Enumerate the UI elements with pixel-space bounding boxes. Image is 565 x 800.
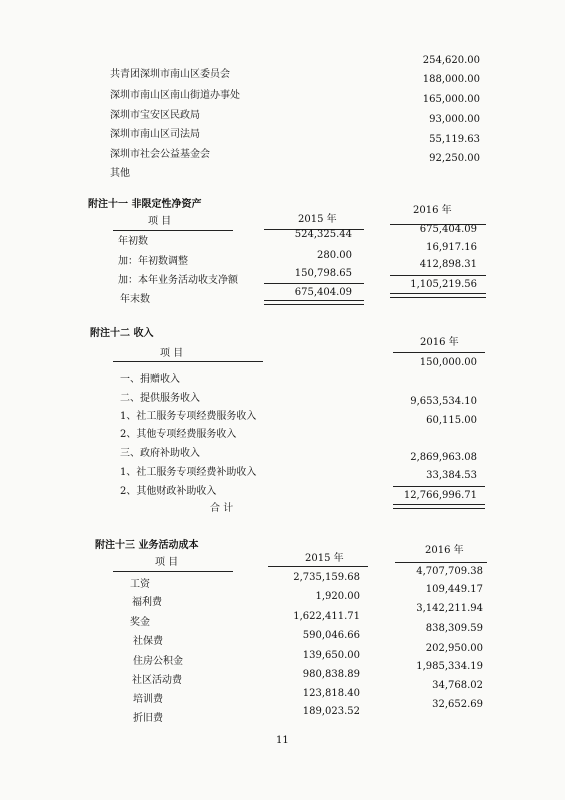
table-row-label: 工资 <box>130 579 150 590</box>
note13-title: 附注十三 业务活动成本 <box>95 540 199 551</box>
table-cell: 109,449.17 <box>425 584 483 595</box>
table-row-label: 住房公积金 <box>133 656 183 667</box>
table-cell: 1,105,219.56 <box>410 279 477 290</box>
table-cell: 9,653,534.10 <box>410 396 477 407</box>
table-cell: 139,650.00 <box>302 650 360 661</box>
table-cell: 123,818.40 <box>302 688 360 699</box>
top-list-total: 254,620.00 <box>422 55 480 66</box>
note13-header-rule <box>113 571 233 572</box>
table-row-label: 折旧费 <box>133 713 163 724</box>
note12-header-rule <box>393 352 485 353</box>
note12-title: 附注十二 收入 <box>90 328 154 339</box>
note11-double-rule <box>390 293 486 298</box>
list-item-amount: 93,000.00 <box>429 114 480 125</box>
table-cell: 150,798.65 <box>294 268 352 279</box>
note12-col-2016: 2016 年 <box>420 337 459 348</box>
note13-col-2015: 2015 年 <box>305 553 344 564</box>
table-cell: 1,622,411.71 <box>293 611 360 622</box>
table-cell: 32,652.69 <box>432 699 483 710</box>
table-row-label: 一、捐赠收入 <box>120 374 180 385</box>
note11-col-2016: 2016 年 <box>413 205 452 216</box>
note12-double-rule <box>393 504 485 509</box>
table-row-label: 社保费 <box>133 636 163 647</box>
table-cell: 280.00 <box>317 250 352 261</box>
list-item-label: 其他 <box>110 168 130 179</box>
table-cell: 838,309.59 <box>425 623 483 634</box>
table-cell: 1,985,334.19 <box>416 661 483 672</box>
table-cell: 2,869,963.08 <box>410 452 477 463</box>
list-item-label: 深圳市南山区司法局 <box>110 129 200 140</box>
table-cell: 33,384.53 <box>426 470 477 481</box>
note11-header-rule <box>113 230 233 231</box>
note12-header-rule <box>113 361 263 362</box>
list-item-amount: 55,119.63 <box>429 134 480 145</box>
table-cell: 3,142,211.94 <box>416 603 483 614</box>
table-cell: 150,000.00 <box>419 357 477 368</box>
table-cell: 60,115.00 <box>426 415 477 426</box>
list-item-amount: 165,000.00 <box>422 94 480 105</box>
note11-total-rule <box>390 275 486 276</box>
note13-header-rule <box>395 562 487 563</box>
note11-col-2015: 2015 年 <box>298 214 337 225</box>
table-cell: 980,838.89 <box>302 669 360 680</box>
note11-col-item: 项 目 <box>148 216 172 227</box>
table-row-label: 合 计 <box>210 503 234 514</box>
table-cell: 16,917.16 <box>426 242 477 253</box>
note13-col-2016: 2016 年 <box>425 545 464 556</box>
table-row-label: 加：本年业务活动收支净额 <box>118 275 238 286</box>
table-row-label: 二、提供服务收入 <box>120 393 200 404</box>
note12-col-item: 项 目 <box>160 348 184 359</box>
note11-double-rule <box>264 300 364 305</box>
table-cell: 590,046.66 <box>302 630 360 641</box>
table-row-label: 1、社工服务专项经费补助收入 <box>120 467 257 478</box>
table-row-label: 培训费 <box>133 694 163 705</box>
list-item-amount: 188,000.00 <box>422 74 480 85</box>
note11-total-rule <box>264 283 364 284</box>
table-row-label: 加：年初数调整 <box>118 256 188 267</box>
table-row-label: 2、其他专项经费服务收入 <box>120 429 237 440</box>
page-number: 11 <box>276 735 289 746</box>
table-row-label: 1、社工服务专项经费服务收入 <box>120 411 257 422</box>
table-row-label: 奖金 <box>130 617 150 628</box>
table-cell: 189,023.52 <box>302 706 360 717</box>
table-cell: 4,707,709.38 <box>416 566 483 577</box>
list-item-label: 深圳市宝安区民政局 <box>110 110 200 121</box>
note12-total-rule <box>393 486 485 487</box>
table-row-label: 年末数 <box>120 294 150 305</box>
note13-header-rule <box>268 566 368 567</box>
table-row-label: 三、政府补助收入 <box>120 448 200 459</box>
table-cell: 1,920.00 <box>315 591 360 602</box>
table-cell: 2,735,159.68 <box>293 572 360 583</box>
list-item-label: 共青团深圳市南山区委员会 <box>110 69 230 80</box>
note13-col-item: 项 目 <box>155 557 179 568</box>
table-cell: 675,404.09 <box>419 224 477 235</box>
table-row-label: 社区活动费 <box>132 675 182 686</box>
table-cell: 34,768.02 <box>432 680 483 691</box>
table-row-label: 福利费 <box>132 597 162 608</box>
table-row-label: 2、其他财政补助收入 <box>120 486 217 497</box>
table-cell: 12,766,996.71 <box>403 490 477 501</box>
note11-title: 附注十一 非限定性净资产 <box>88 199 202 210</box>
list-item-amount: 92,250.00 <box>429 153 480 164</box>
table-cell: 202,950.00 <box>425 643 483 654</box>
table-cell: 524,325.44 <box>294 229 352 240</box>
list-item-label: 深圳市南山区南山街道办事处 <box>110 90 240 101</box>
table-cell: 675,404.09 <box>294 287 352 298</box>
table-row-label: 年初数 <box>118 236 148 247</box>
table-cell: 412,898.31 <box>419 259 477 270</box>
list-item-label: 深圳市社会公益基金会 <box>110 149 210 160</box>
